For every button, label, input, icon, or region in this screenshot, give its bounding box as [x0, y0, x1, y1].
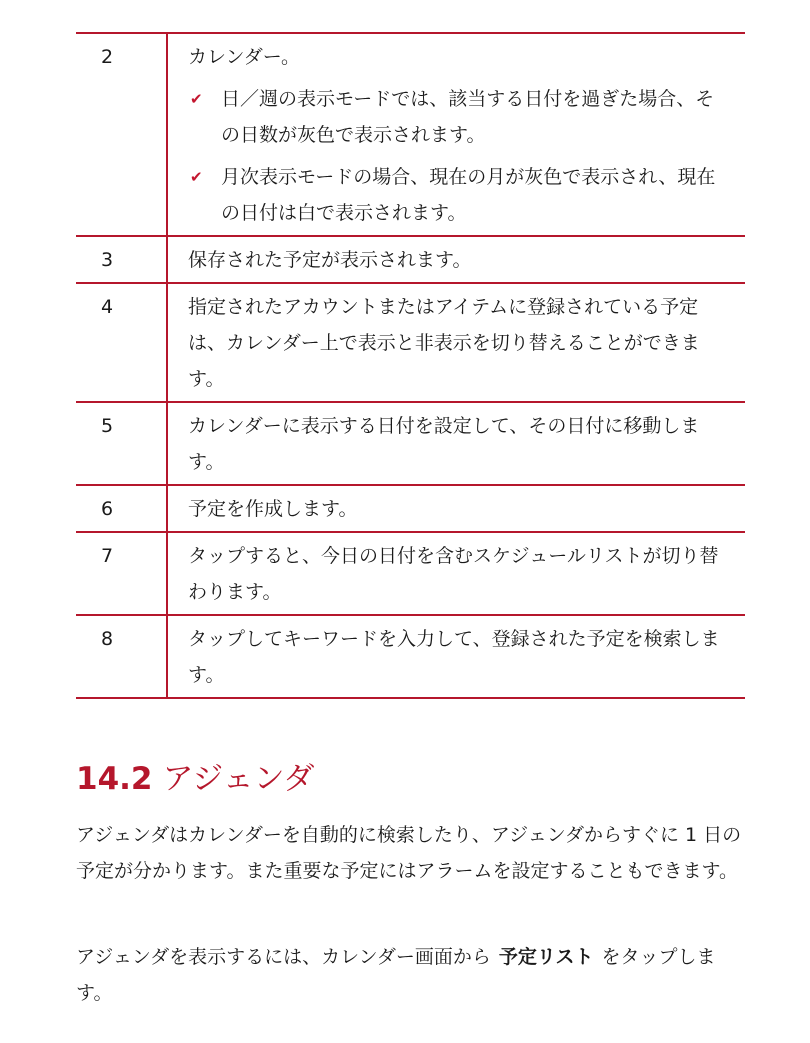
table-row [76, 33, 745, 236]
bullet-text: 日／週の表示モードでは、該当する日付を過ぎた場合、その日数が灰色で表示されます。 [221, 88, 715, 146]
legend-table [76, 32, 745, 699]
row-description: 指定されたアカウントまたはアイテムに登録されている予定は、カレンダー上で表示と非表示を切り替えることができます。 [167, 283, 745, 402]
instruction-paragraph [76, 939, 748, 1011]
section-number: 14.2 [76, 761, 153, 797]
table-row [76, 615, 745, 698]
section-title: アジェンダ [162, 761, 315, 797]
table-row [76, 236, 745, 283]
row-number: 6 [76, 485, 167, 532]
row-number: 4 [76, 283, 167, 402]
table-row [76, 402, 745, 485]
row-description: タップすると、今日の日付を含むスケジュールリストが切り替わります。 [167, 532, 745, 615]
bullet-text: 月次表示モードの場合、現在の月が灰色で表示され、現在の日付は白で表示されます。 [221, 166, 716, 224]
bullet-list [188, 81, 731, 231]
row-description: タップしてキーワードを入力して、登録された予定を検索します。 [167, 615, 745, 698]
row-description: 予定を作成します。 [167, 485, 745, 532]
row-number: 2 [76, 33, 167, 236]
table-row [76, 283, 745, 402]
row-description [167, 33, 745, 236]
row-text: カレンダー。 [188, 46, 301, 68]
instruction-text-before: アジェンダを表示するには、カレンダー画面から [76, 946, 491, 968]
list-item [188, 81, 731, 153]
section-heading [76, 756, 314, 802]
row-number: 8 [76, 615, 167, 698]
row-description: カレンダーに表示する日付を設定して、その日付に移動します。 [167, 402, 745, 485]
row-number: 3 [76, 236, 167, 283]
row-number: 7 [76, 532, 167, 615]
table-row [76, 485, 745, 532]
list-item [188, 159, 731, 231]
check-icon: ✔ [190, 90, 203, 108]
intro-paragraph: アジェンダはカレンダーを自動的に検索したり、アジェンダからすぐに 1 日の予定が分かります。また重要な予定にはアラームを設定することもできます。 [76, 824, 742, 882]
check-icon: ✔ [190, 168, 203, 186]
table-row [76, 532, 745, 615]
schedule-list-label: 予定リスト [498, 946, 594, 968]
row-description: 保存された予定が表示されます。 [167, 236, 745, 283]
row-number: 5 [76, 402, 167, 485]
instruction-text-after: をタップします。 [76, 946, 716, 1004]
